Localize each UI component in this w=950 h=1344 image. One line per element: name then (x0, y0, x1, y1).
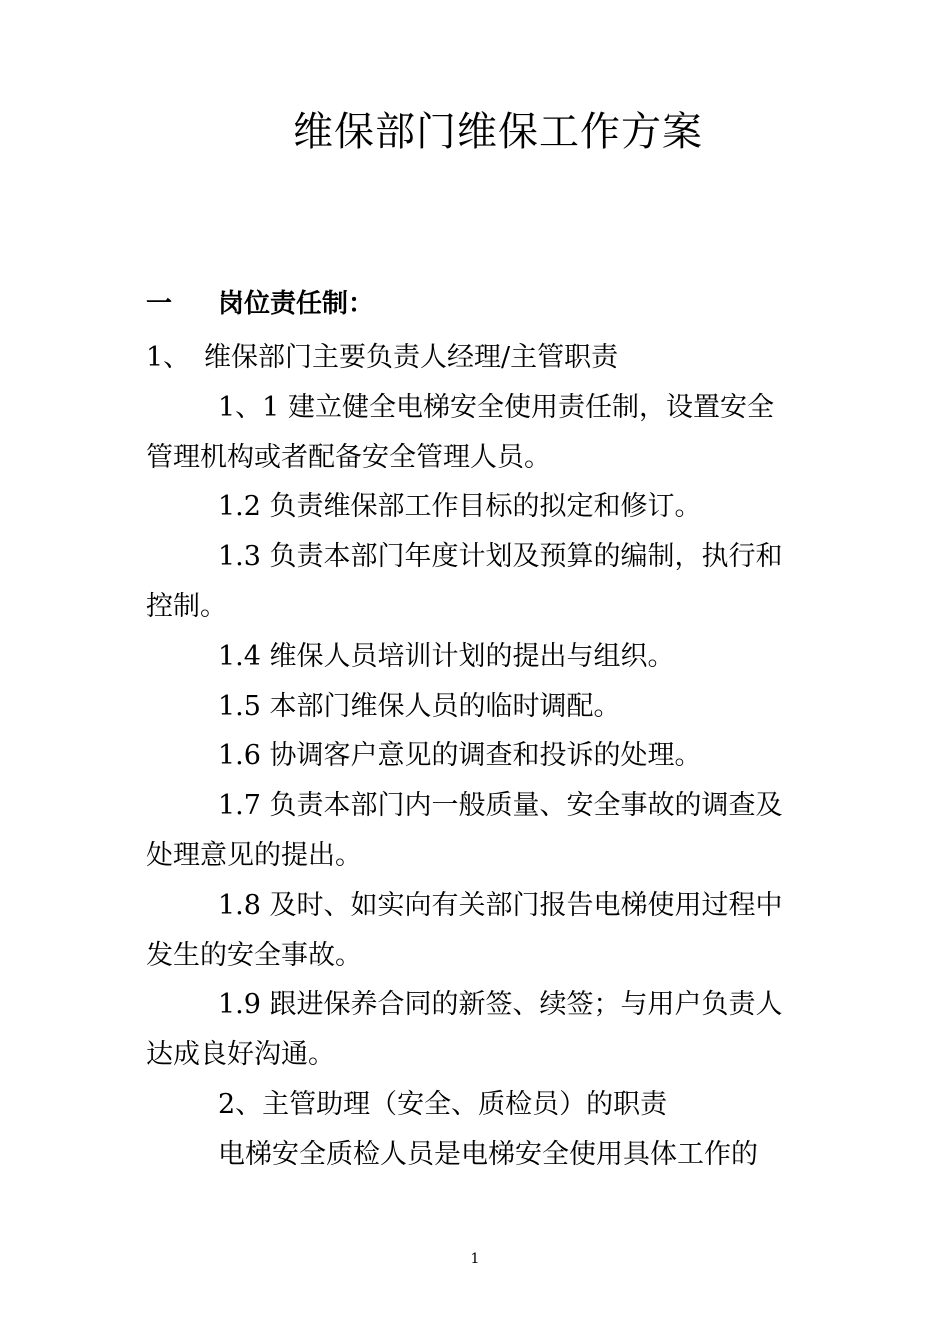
document-title: 维保部门维保工作方案 (293, 109, 703, 155)
paragraph-line: 1.8 及时、如实向有关部门报告电梯使用过程中 (218, 889, 783, 921)
paragraph-line: 控制。 (146, 590, 227, 622)
paragraph-line: 1、1 建立健全电梯安全使用责任制，设置安全 (218, 391, 774, 423)
paragraph-line: 1.2 负责维保部工作目标的拟定和修订。 (218, 491, 702, 523)
document-body (146, 333, 810, 1180)
paragraph-line: 达成良好沟通。 (146, 1039, 335, 1071)
paragraph-line: 处理意见的提出。 (146, 839, 362, 871)
section-number: 一 (146, 289, 173, 319)
paragraph-line: 发生的安全事故。 (146, 939, 362, 971)
paragraph-line: 1.7 负责本部门内一般质量、安全事故的调查及 (218, 790, 783, 822)
section-heading (146, 284, 374, 324)
paragraph-line: 1.4 维保人员培训计划的提出与组织。 (218, 640, 675, 672)
paragraph-line: 1.9 跟进保养合同的新签、续签；与用户负责人 (218, 989, 783, 1021)
paragraph-line: 电梯安全质检人员是电梯安全使用具体工作的 (218, 1138, 758, 1170)
section-title: 岗位责任制： (218, 289, 375, 319)
paragraph-line: 1.5 本部门维保人员的临时调配。 (218, 690, 621, 722)
paragraph-line: 2、主管助理（安全、质检员）的职责 (218, 1088, 668, 1120)
subsection-number: 1、 (146, 342, 191, 373)
subsection-heading (146, 333, 810, 383)
paragraph-line: 1.6 协调客户意见的调查和投诉的处理。 (218, 740, 702, 772)
subsection-title: 维保部门主要负责人经理/主管职责 (204, 342, 619, 373)
paragraph-line: 管理机构或者配备安全管理人员。 (146, 441, 551, 473)
paragraph-line: 1.3 负责本部门年度计划及预算的编制，执行和 (218, 541, 783, 573)
page-number: 1 (470, 1251, 480, 1267)
